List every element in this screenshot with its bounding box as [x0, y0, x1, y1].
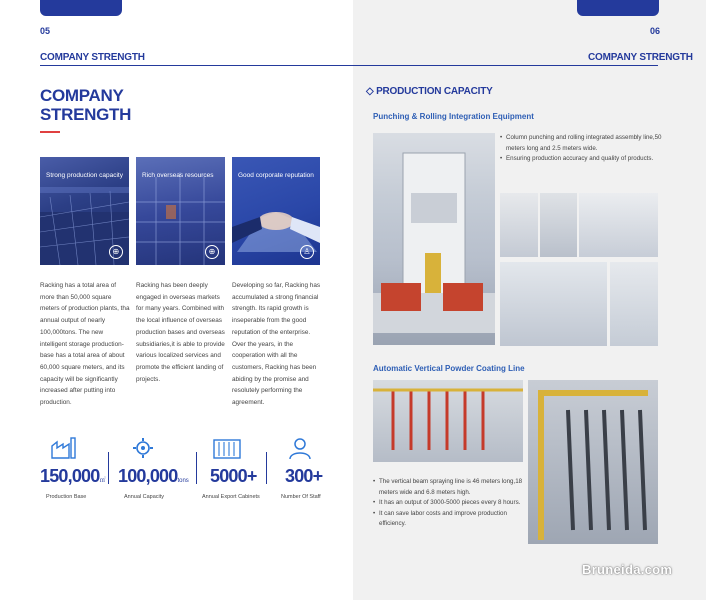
list-item: • The vertical beam spraying line is 46 meters long,18 meters wide and 6.8 meters high. — [373, 477, 523, 498]
medal-icon: ♙ — [300, 245, 314, 259]
section-title: ◇ PRODUCTION CAPACITY — [366, 86, 493, 97]
list-item: • Ensuring production accuracy and quality of products. — [500, 154, 665, 165]
stat-label: Annual Capacity — [124, 494, 165, 500]
photo-caption: Good corporate reputation — [238, 172, 314, 179]
coating-illustration — [373, 380, 523, 462]
stat-separator — [266, 452, 267, 484]
text-column-overseas: Racking has been deeply engaged in overseas markets for many years. Combined with the local influence of overseas production bases and overseas subsidiaries,it is able to provide various localized services and promote the efficient landing of projects. — [136, 282, 225, 383]
title-line-2: STRENGTH — [40, 105, 132, 124]
photo-coating-line — [373, 380, 523, 462]
stat-value — [40, 466, 105, 487]
stat-number: 100,000 — [118, 466, 178, 486]
stat-value: 300+ — [285, 466, 323, 486]
page-number: 05 — [40, 26, 51, 36]
photo-production-capacity — [40, 157, 129, 265]
staff-icon — [285, 436, 315, 460]
coating-illustration — [528, 380, 658, 544]
text-column-reputation: Developing so far, Racking has accumulated a strong financial strength. Its rapid growth is inseperable from the good reputation of the enterprise. Over the years, in the cooperation with all the customers, Racking has been abiding by the promise and resolutely performing the agreement. — [232, 282, 321, 407]
title-underline — [40, 131, 60, 133]
subsection-title: Punching & Rolling Integration Equipment — [373, 112, 534, 121]
list-item: • Column punching and rolling integrated assembly line,50 meters long and 2.5 meters wide. — [500, 133, 665, 154]
watermark: Bruneida.com — [582, 562, 673, 577]
photo-coating-line — [528, 380, 658, 544]
stat-unit: ㎡ — [99, 478, 106, 484]
page-title — [40, 86, 131, 124]
photo-caption: Strong production capacity — [46, 172, 123, 179]
page-tab — [40, 0, 122, 16]
photo-rolling-line — [500, 193, 538, 257]
globe-icon: ⊕ — [109, 245, 123, 259]
photo-punching-machine — [373, 133, 495, 345]
page-number: 06 — [650, 26, 661, 36]
stat-label: Production Base — [46, 494, 87, 500]
photo-factory-floor — [500, 262, 607, 346]
photo-rolling-line — [579, 193, 658, 257]
photo-rolling-line — [540, 193, 577, 257]
stat-separator — [196, 452, 197, 484]
container-icon — [212, 436, 242, 460]
photo-factory-floor — [610, 262, 658, 346]
factory-icon — [50, 436, 80, 460]
stat-number: 150,000 — [40, 466, 100, 486]
stat-label: Number Of Staff — [281, 494, 321, 500]
stat-label: Annual Export Cabinets — [202, 494, 260, 500]
list-item: • It has an output of 3000-5000 pieces every 8 hours. — [373, 498, 523, 509]
subsection-title: Automatic Vertical Powder Coating Line — [373, 364, 525, 373]
title-line-1: COMPANY — [40, 86, 124, 105]
gear-icon — [128, 436, 158, 460]
stat-separator — [108, 452, 109, 484]
stat-value: 5000+ — [210, 466, 257, 486]
page-header: COMPANY STRENGTH — [40, 52, 145, 63]
photo-caption: Rich overseas resources — [142, 172, 214, 179]
list-item: • It can save labor costs and improve production efficiency. — [373, 509, 523, 530]
subsection2-bullets — [373, 477, 523, 530]
photo-overseas-resources — [136, 157, 225, 265]
page-tab — [577, 0, 659, 16]
photo-corporate-reputation — [232, 157, 320, 265]
globe-icon: ⊕ — [205, 245, 219, 259]
machine-illustration — [373, 133, 495, 345]
stat-unit: tons — [177, 478, 189, 484]
header-divider — [40, 65, 658, 66]
text-column-production: Racking has a total area of more than 50,000 square meters of production plants, tha annual output of nearly 100,000tons. The new intelligent storage production-base has a total area of about 60,000 square meters, and its capacity will be significantly increased after putting into production. — [40, 282, 130, 407]
subsection1-bullets — [500, 133, 665, 165]
page-header: COMPANY STRENGTH — [588, 52, 693, 63]
stat-value — [118, 466, 189, 487]
